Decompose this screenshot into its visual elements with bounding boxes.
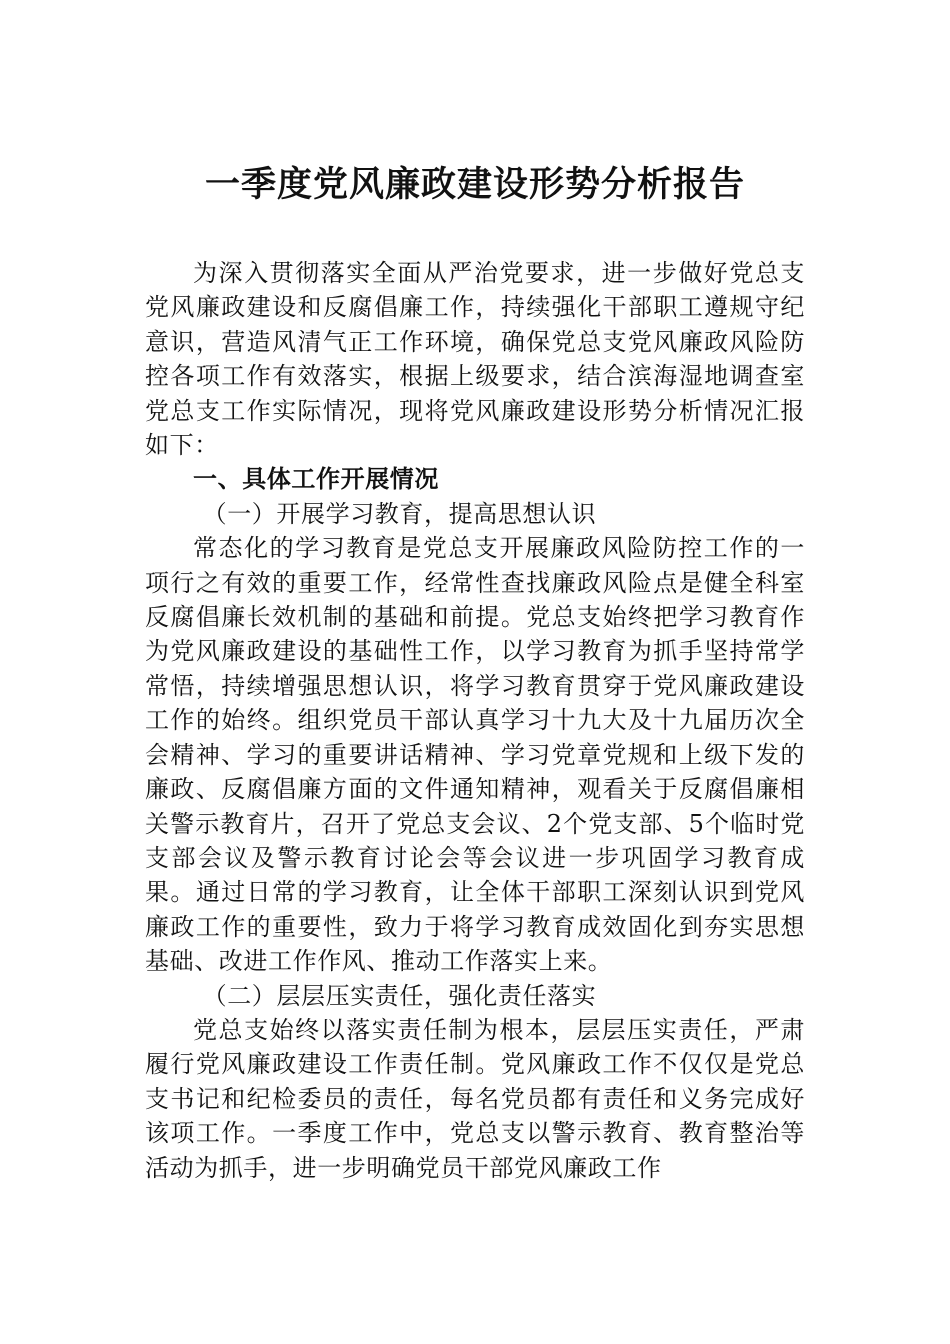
section-heading-1: 一、具体工作开展情况 <box>193 465 439 494</box>
document-body <box>145 256 805 1185</box>
document-title: 一季度党风廉政建设形势分析报告 <box>204 164 745 205</box>
intro-paragraph: 为深入贯彻落实全面从严治党要求，进一步做好党总支党风廉政建设和反腐倡廉工作，持续强化干部职工遵规守纪意识，营造风清气正工作环境，确保党总支党风廉政风险防控各项工作有效落实，根据上级要求，结合滨海湿地调查室党总支工作实际情况，现将党风廉政建设形势分析情况汇报如下： <box>145 259 805 460</box>
subsection-heading-1: （一）开展学习教育，提高思想认识 <box>202 499 597 528</box>
subsection-1-paragraph: 常态化的学习教育是党总支开展廉政风险防控工作的一项行之有效的重要工作，经常性查找廉政风险点是健全科室反腐倡廉长效机制的基础和前提。党总支始终把学习教育作为党风廉政建设的基础性工作，以学习教育为抓手坚持常学常悟，持续增强思想认识，将学习教育贯穿于党风廉政建设工作的始终。组织党员干部认真学习十九大及十九届历次全会精神、学习的重要讲话精神、学习党章党规和上级下发的廉政、反腐倡廉方面的文件通知精神，观看关于反腐倡廉相关警示教育片，召开了党总支会议、2个党支部、5个临时党支部会议及警示教育讨论会等会议进一步巩固学习教育成果。通过日常的学习教育，让全体干部职工深刻认识到党风廉政工作的重要性，致力于将学习教育成效固化到夯实思想基础、改进工作作风、推动工作落实上来。 <box>145 534 805 976</box>
subsection-2-paragraph: 党总支始终以落实责任制为根本，层层压实责任，严肃履行党风廉政建设工作责任制。党风廉政工作不仅仅是党总支书记和纪检委员的责任，每名党员都有责任和义务完成好该项工作。一季度工作中，党总支以警示教育、教育整治等活动为抓手，进一步明确党员干部党风廉政工作 <box>145 1015 805 1182</box>
subsection-heading-2: （二）层层压实责任，强化责任落实 <box>202 981 597 1010</box>
